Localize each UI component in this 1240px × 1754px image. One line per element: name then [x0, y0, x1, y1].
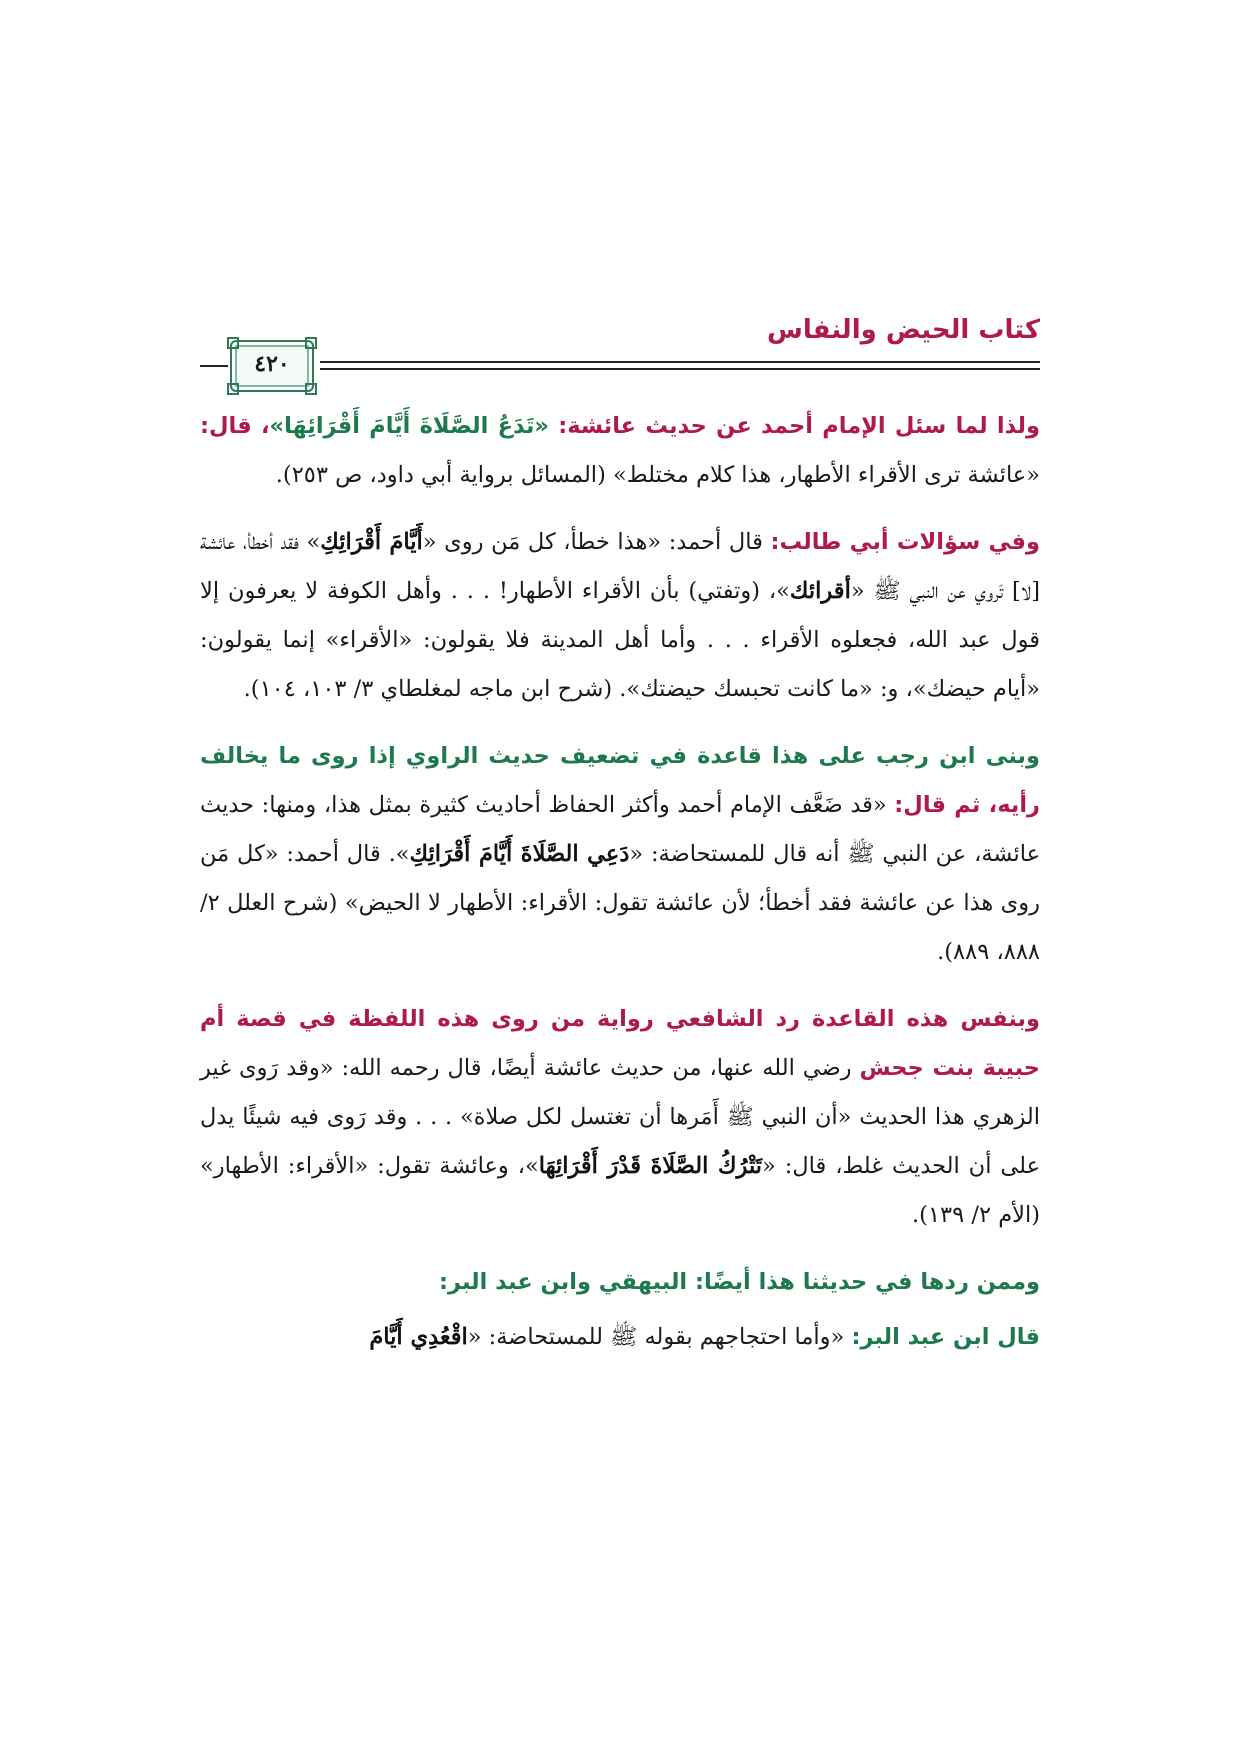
- header-rule-left: [200, 365, 228, 367]
- paragraph-lead: رأيه، ثم قال:: [894, 792, 1040, 818]
- paragraph-lead: وفي سؤالات أبي طالب:: [770, 529, 1040, 555]
- paragraph: [200, 518, 1040, 714]
- page-number-frame: [230, 340, 314, 392]
- paragraph-text: «عائشة ترى الأقراء الأطهار، هذا كلام مختلط» (المسائل برواية أبي داود، ص ٢٥٣).: [275, 462, 1040, 488]
- page-body: [200, 402, 1040, 1380]
- header-rule: [320, 368, 1040, 370]
- paragraph: [200, 995, 1040, 1240]
- hadith-quote: أقرائك: [789, 578, 851, 604]
- paragraph-text: ». قال أحمد: «كل مَن روى هذا عن عائشة فقد أخطأ؛ لأن عائشة تقول: الأقراء: الأطهار لا الحيض» (شرح العلل ٢/ ٨٨٨، ٨٨٩).: [200, 841, 1040, 965]
- paragraph-lead: وبنفس هذه القاعدة رد الشافعي رواية من روى هذه اللفظة في قصة أم حبيبة بنت جحش: [200, 1006, 1040, 1081]
- header-rule: [320, 361, 1040, 363]
- paragraph-text: «وأما احتجاجهم بقوله ﷺ للمستحاضة: «: [467, 1324, 852, 1350]
- page-number: ٤٢٠: [254, 351, 290, 377]
- paragraph: [200, 1258, 1040, 1307]
- paragraph-lead: وبنى ابن رجب على هذا قاعدة في تضعيف حديث الراوي إذا روى ما يخالف: [200, 743, 1040, 769]
- hadith-quote: تَتْرُكُ الصَّلَاةَ قَدْرَ أَقْرَائِهَا: [538, 1153, 763, 1179]
- paragraph-text: «قد ضَعَّف الإمام أحمد وأكثر الحفاظ أحاديث كثيرة بمثل هذا، ومنها: حديث عائشة، عن النبي ﷺ أنه قال للمستحاضة: «: [200, 792, 1041, 867]
- paragraph-text: »، (وتفتي) بأن الأقراء الأطهار! . . . وأهل الكوفة لا يعرفون إلا قول عبد الله، فجعلوه الأقراء . . . وأما أهل المدينة فلا يقولون: «الأقراء» إنما يقولون: «أيام حيضك»، و: «ما كانت تحبسك حيضتك». (شرح ابن ماجه لمغلطاي ٣/ ١٠٣، ١٠٤).: [200, 578, 1040, 702]
- hadith-quote: «تَدَعُ الصَّلَاةَ أَيَّامَ أَقْرَائِهَا»: [269, 413, 549, 439]
- paragraph-lead: ولذا لما سئل الإمام أحمد عن حديث عائشة:: [548, 413, 1040, 439]
- book-title: كتاب الحيض والنفاس: [766, 315, 1040, 345]
- paragraph-text: »، وعائشة تقول: «الأقراء: الأطهار» (الأم ٢/ ١٣٩).: [200, 1153, 1040, 1228]
- paragraph: [200, 732, 1040, 977]
- hadith-quote: دَعِي الصَّلَاةَ أَيَّامَ أَقْرَائِكِ: [409, 841, 630, 867]
- paragraph-text: رضي الله عنها، من حديث عائشة أيضًا، قال رحمه الله: «وقد رَوى غير الزهري هذا الحديث «أن النبي ﷺ أَمَرها أن تغتسل لكل صلاة» . . . وقد رَوى فيه شيئًا يدل على أن الحديث غلط، قال: «: [200, 1055, 1041, 1179]
- paragraph-text: » فقد أخطأ، عائشة [لا] تَروي عن النبي ﷺ «: [200, 529, 1040, 604]
- hadith-quote: اقْعُدِي أَيَّامَ: [369, 1324, 468, 1350]
- paragraph-lead: ، قال:: [200, 413, 270, 439]
- hadith-quote: أَيَّامَ أَقْرَائِكِ: [320, 529, 423, 555]
- paragraph-text: قال أحمد: «هذا خطأ، كل مَن روى «: [422, 529, 771, 555]
- section-line: وممن ردها في حديثنا هذا أيضًا: البيهقي وابن عبد البر:: [439, 1269, 1040, 1295]
- paragraph-lead: قال ابن عبد البر:: [851, 1324, 1040, 1350]
- paragraph: [200, 402, 1040, 500]
- paragraph: [200, 1313, 1040, 1362]
- page-header: [200, 315, 1040, 385]
